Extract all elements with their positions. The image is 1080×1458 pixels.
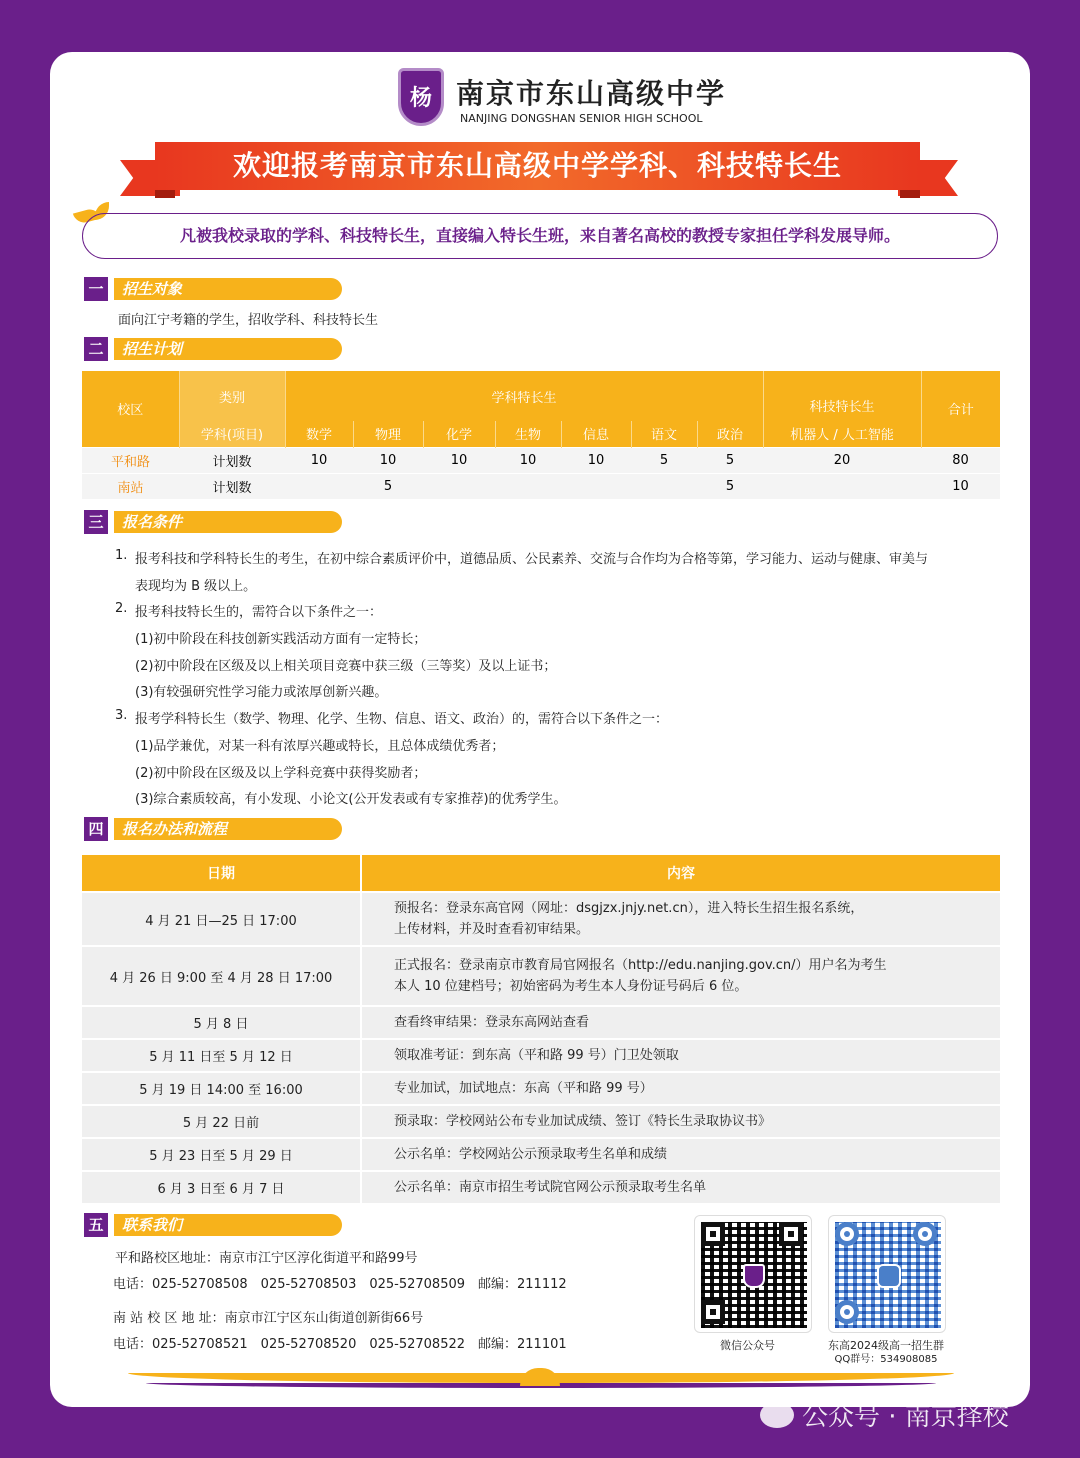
content-cell: 公示名单：学校网站公示预录取考生名单和成绩 — [362, 1139, 1000, 1170]
value-cell — [423, 473, 495, 499]
value-cell — [763, 473, 921, 499]
content-line: 预报名：登录东高官网（网址：dsgjzx.jnjy.net.cn），进入特长生招生报名系统， — [394, 901, 864, 916]
table-row — [82, 1073, 1000, 1104]
campus2-phone: 电话：025-52708521 025-52708520 025-52708522 邮编：211101 — [113, 1337, 567, 1352]
date-cell: 5 月 19 日 14:00 至 16:00 — [82, 1073, 362, 1104]
subject-group-header: 学科特长生 — [285, 371, 763, 421]
value-cell — [495, 473, 561, 499]
date-cell: 5 月 23 日至 5 月 29 日 — [82, 1139, 362, 1170]
value-cell: 5 — [659, 452, 669, 468]
subject-header: 化学 — [423, 421, 495, 447]
label-cell: 计划数 — [212, 454, 252, 470]
content-cell: 查看终审结果：登录东高网站查看 — [362, 1007, 1000, 1038]
section-title: 联系我们 — [114, 1214, 342, 1236]
tech-group-header: 科技特长生 — [763, 371, 921, 421]
condition-text: 报考学科特长生（数学、物理、化学、生物、信息、语文、政治）的，需符合以下条件之一： — [135, 712, 669, 727]
table-row — [82, 473, 1000, 499]
subject-header: 政治 — [697, 421, 763, 447]
section-title: 招生计划 — [114, 338, 342, 360]
condition-number: 1. — [115, 548, 128, 563]
qr-finder — [701, 1300, 725, 1324]
date-cell: 4 月 26 日 9:00 至 4 月 28 日 17:00 — [82, 947, 362, 1005]
process-table — [82, 853, 1000, 1205]
section-number: 一 — [84, 277, 108, 301]
welcome-banner: 欢迎报考南京市东山高级中学学科、科技特长生 — [155, 142, 920, 190]
ribbon-fold-right — [900, 190, 920, 198]
total-cell: 80 — [952, 452, 969, 468]
value-cell: 10 — [310, 452, 328, 468]
campus-header: 校区 — [82, 371, 179, 447]
table-row — [82, 1139, 1000, 1170]
label-cell: 计划数 — [212, 480, 252, 496]
value-cell: 10 — [450, 452, 468, 468]
date-cell: 6 月 3 日至 6 月 7 日 — [82, 1172, 362, 1203]
value-cell — [631, 473, 697, 499]
date-cell: 5 月 11 日至 5 月 12 日 — [82, 1040, 362, 1071]
plan-table — [82, 371, 1000, 499]
condition-subitem: (3)有较强研究性学习能力或浓厚创新兴趣。 — [135, 685, 388, 700]
campus-cell: 平和路 — [110, 454, 150, 470]
value-cell — [561, 473, 631, 499]
table-row — [82, 893, 1000, 945]
intro-text: 凡被我校录取的学科、科技特长生，直接编入特长生班，来自著名高校的教授专家担任学科发展导师。 — [82, 213, 998, 259]
qr-finder — [835, 1222, 859, 1246]
section-number: 二 — [84, 337, 108, 361]
date-header: 日期 — [82, 855, 362, 891]
content-cell: 专业加试，加试地点：东高（平和路 99 号） — [362, 1073, 1000, 1104]
subject-item-header: 学科(项目) — [179, 421, 285, 447]
subject-header: 数学 — [285, 421, 353, 447]
date-cell: 4 月 21 日—25 日 17:00 — [82, 893, 362, 945]
subject-header: 生物 — [495, 421, 561, 447]
school-emblem-icon — [743, 1264, 765, 1288]
content-cell: 公示名单：南京市招生考试院官网公示预录取考生名单 — [362, 1172, 1000, 1203]
section-number: 三 — [84, 510, 108, 534]
table-row — [82, 447, 1000, 473]
value-cell: 5 — [725, 452, 735, 468]
total-cell: 10 — [952, 478, 969, 494]
content-line: 正式报名：登录南京市教育局官网报名（http://edu.nanjing.gov.cn/）用户名为考生 — [394, 958, 887, 973]
table-row — [82, 1172, 1000, 1203]
subject-header: 语文 — [631, 421, 697, 447]
table-row — [82, 1106, 1000, 1137]
content-cell — [362, 947, 1000, 1005]
wechat-qr-code[interactable] — [694, 1215, 812, 1333]
campus1-phone: 电话：025-52708508 025-52708503 025-52708509 邮编：211112 — [113, 1277, 567, 1292]
content-cell: 领取准考证：到东高（平和路 99 号）门卫处领取 — [362, 1040, 1000, 1071]
school-name-cn: 南京市东山高级中学 — [456, 77, 727, 110]
qr-finder — [701, 1222, 725, 1246]
condition-text: 表现均为 B 级以上。 — [135, 579, 257, 594]
subject-header: 机器人 / 人工智能 — [763, 421, 921, 447]
content-cell — [362, 893, 1000, 945]
qr-finder — [913, 1222, 937, 1246]
value-cell: 10 — [587, 452, 605, 468]
target-text: 面向江宁考籍的学生，招收学科、科技特长生 — [118, 313, 379, 328]
table-row — [82, 1007, 1000, 1038]
condition-subitem: (1)初中阶段在科技创新实践活动方面有一定特长； — [135, 632, 427, 647]
date-cell: 5 月 8 日 — [82, 1007, 362, 1038]
subject-header: 物理 — [353, 421, 423, 447]
value-cell: 5 — [725, 478, 735, 494]
qq-qr-label: 东高2024级高一招生群 — [828, 1339, 944, 1352]
section-number: 四 — [84, 817, 108, 841]
campus-cell: 南站 — [117, 480, 144, 496]
condition-text: 报考科技和学科特长生的考生，在初中综合素质评价中，道德品质、公民素养、交流与合作均为合格等第，学习能力、运动与健康、审美与 — [135, 552, 929, 567]
school-name-en: NANJING DONGSHAN SENIOR HIGH SCHOOL — [460, 112, 703, 125]
content-cell: 预录取：学校网站公布专业加试成绩、签订《特长生录取协议书》 — [362, 1106, 1000, 1137]
content-line: 上传材料，并及时查看初审结果。 — [394, 922, 590, 937]
watermark-text: 公众号 · 南京择校 — [802, 1402, 1009, 1432]
qq-group-qr-code[interactable] — [828, 1215, 946, 1333]
condition-subitem: (2)初中阶段在区级及以上学科竞赛中获得奖励者； — [135, 766, 427, 781]
content-header: 内容 — [362, 855, 1000, 891]
qr-finder — [835, 1300, 859, 1324]
table-row — [82, 1040, 1000, 1071]
content-line: 本人 10 位建档号；初始密码为考生本人身份证号码后 6 位。 — [394, 979, 748, 994]
qr-finder — [779, 1222, 803, 1246]
table-row — [82, 947, 1000, 1005]
value-cell: 5 — [383, 478, 393, 494]
condition-subitem: (3)综合素质较高，有小发现、小论文(公开发表或有专家推荐)的优秀学生。 — [135, 792, 567, 807]
ribbon-fold-left — [155, 190, 175, 198]
campus1-address: 平和路校区地址：南京市江宁区淳化街道平和路99号 — [115, 1251, 418, 1266]
campus2-address: 南 站 校 区 地 址：南京市江宁区东山街道创新街66号 — [113, 1311, 424, 1326]
condition-subitem: (1)品学兼优，对某一科有浓厚兴趣或特长，且总体成绩优秀者； — [135, 739, 505, 754]
category-header: 类别 — [179, 371, 285, 421]
section-title: 报名办法和流程 — [114, 818, 342, 840]
value-cell: 20 — [833, 452, 851, 468]
section-number: 五 — [84, 1213, 108, 1237]
condition-text: 报考科技特长生的，需符合以下条件之一： — [135, 605, 383, 620]
condition-subitem: (2)初中阶段在区级及以上相关项目竞赛中获三级（三等奖）及以上证书； — [135, 659, 557, 674]
section-title: 报名条件 — [114, 511, 342, 533]
school-emblem-icon: 杨 — [398, 68, 444, 126]
value-cell: 10 — [379, 452, 397, 468]
total-header: 合计 — [921, 371, 1000, 447]
date-cell: 5 月 22 日前 — [82, 1106, 362, 1137]
wechat-qr-label: 微信公众号 — [720, 1339, 775, 1352]
subject-header: 信息 — [561, 421, 631, 447]
wechat-icon — [760, 1402, 794, 1428]
condition-number: 3. — [115, 708, 128, 723]
qq-group-number: QQ群号：534908085 — [834, 1354, 938, 1365]
value-cell: 10 — [519, 452, 537, 468]
value-cell — [285, 473, 353, 499]
qq-penguin-icon — [877, 1264, 901, 1288]
section-title: 招生对象 — [114, 278, 342, 300]
condition-number: 2. — [115, 601, 128, 616]
